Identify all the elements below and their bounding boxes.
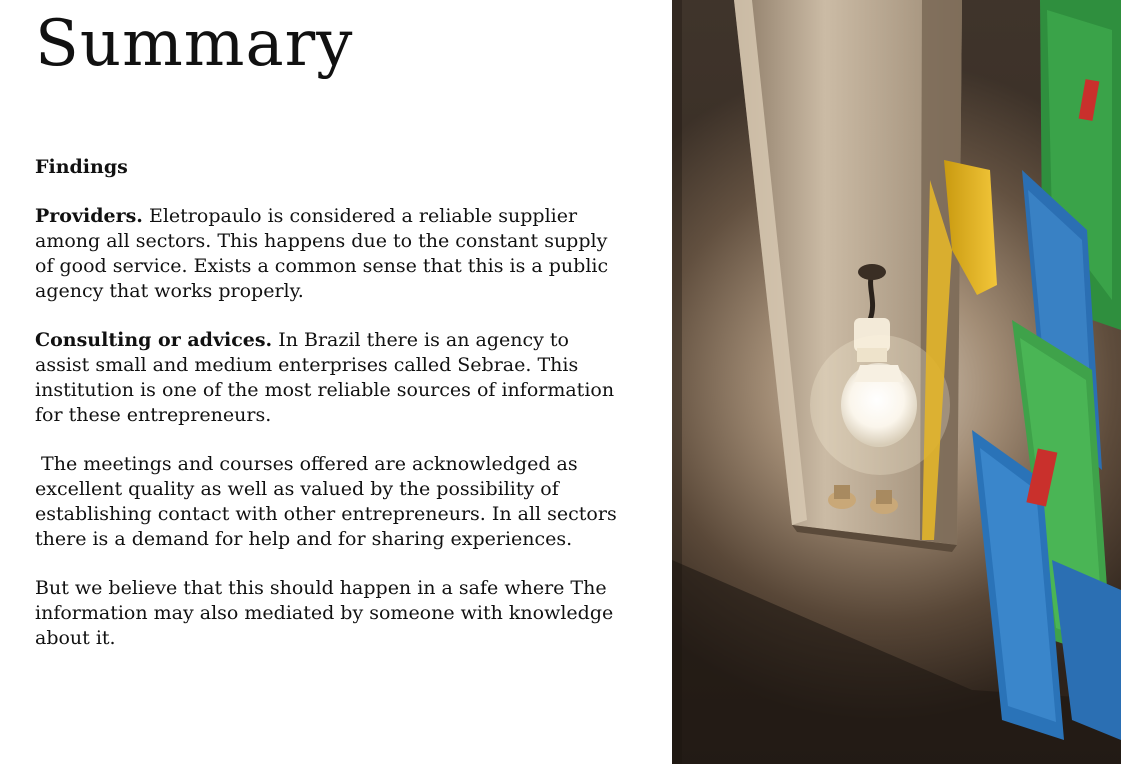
- paragraph-providers: [35, 204, 625, 304]
- page-title: Summary: [35, 7, 354, 81]
- paragraph-text: But we believe that this should happen in a safe where The information may also mediated by someone with knowledge about it.: [35, 577, 614, 649]
- paragraph-text: In Brazil there is an agency to assist small and medium enterprises called Sebrae. This institution is one of the most reliable sources of information for these entrepreneurs.: [35, 329, 615, 426]
- paragraph-lead: Consulting or advices.: [35, 329, 273, 351]
- light-bulb-photo-illustration: [672, 0, 1121, 764]
- photo-light-bulb: [672, 0, 1121, 764]
- paragraph-text: Eletropaulo is considered a reliable supplier among all sectors. This happens due to the constant supply of good service. Exists a common sense that this is a public agency that works properly.: [35, 205, 609, 302]
- findings-body: [35, 155, 625, 675]
- findings-heading: Findings: [35, 156, 128, 178]
- paragraph-lead: Providers.: [35, 205, 143, 227]
- paragraph-meetings: [35, 452, 625, 552]
- paragraph-consulting: [35, 328, 625, 428]
- paragraph-text: The meetings and courses offered are acknowledged as excellent quality as well as valued by the possibility of establishing contact with other entrepreneurs. In all sectors there is a demand for help and for sharing experiences.: [35, 453, 623, 550]
- paragraph-belief: [35, 576, 625, 651]
